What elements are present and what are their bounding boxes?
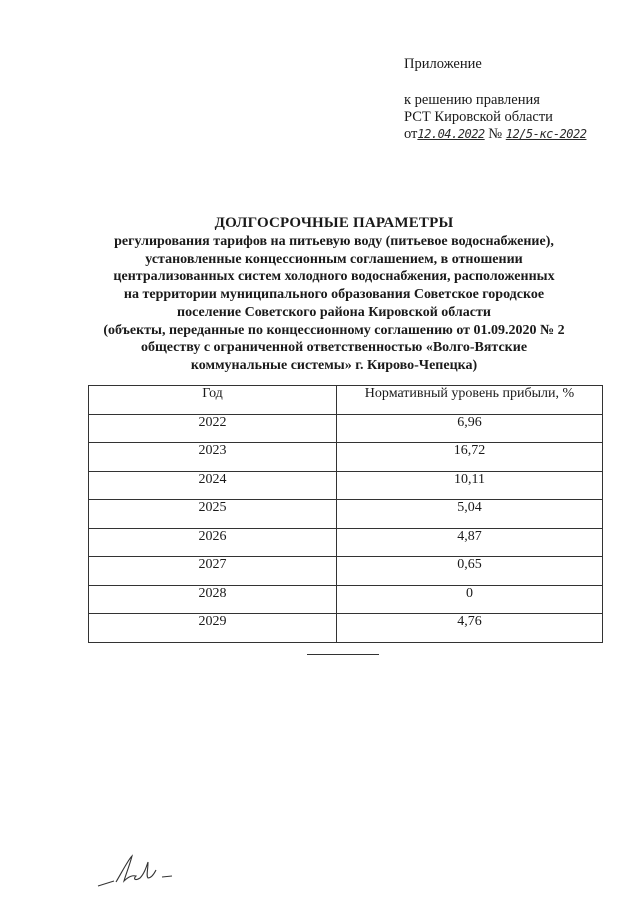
appendix-number-sign: № [488, 126, 503, 142]
cell-year: 2029 [89, 614, 337, 643]
cell-profit-level: 10,11 [337, 471, 603, 500]
closing-divider [307, 654, 379, 655]
heading-line-3: централизованных систем холодного водоснабжения, расположенных [113, 269, 555, 285]
table-row [89, 557, 603, 586]
cell-profit-level: 5,04 [337, 500, 603, 529]
table-header-row [89, 386, 603, 415]
appendix-from-prefix: от [404, 126, 418, 142]
heading-line-1: регулирования тарифов на питьевую воду (питьевое водоснабжение), [114, 234, 554, 249]
heading-line-8: коммунальные системы» г. Кирово-Чепецка) [190, 357, 478, 373]
heading-line-5: поселение Советского района Кировской области [177, 304, 491, 320]
appendix-date-number-line [404, 126, 586, 143]
heading-line-2: установленные концессионным соглашением, в отношении [145, 251, 523, 267]
appendix-block [404, 56, 586, 143]
table-row [89, 614, 603, 643]
appendix-date: 12.04.2022 [417, 127, 485, 141]
cell-profit-level: 6,96 [337, 414, 603, 443]
appendix-title: Приложение [404, 56, 482, 72]
signature-mark [96, 850, 192, 890]
cell-profit-level: 16,72 [337, 443, 603, 472]
cell-year: 2025 [89, 500, 337, 529]
document-heading [60, 214, 608, 375]
cell-profit-level: 4,87 [337, 528, 603, 557]
cell-year: 2024 [89, 471, 337, 500]
appendix-authority-line: РСТ Кировской области [404, 109, 553, 125]
cell-year: 2028 [89, 585, 337, 614]
table-row [89, 585, 603, 614]
cell-profit-level: 0,65 [337, 557, 603, 586]
document-title: ДОЛГОСРОЧНЫЕ ПАРАМЕТРЫ [214, 215, 454, 231]
appendix-number: 12/5-кс-2022 [505, 127, 587, 141]
parameters-table [88, 385, 603, 643]
cell-year: 2026 [89, 528, 337, 557]
heading-line-7: обществу с ограниченной ответственностью «Волго-Вятские [140, 340, 528, 356]
appendix-decision-line: к решению правления [404, 92, 540, 108]
table-row [89, 528, 603, 557]
cell-year: 2022 [89, 414, 337, 443]
header-year: Год [89, 386, 337, 415]
header-profit-level: Нормативный уровень прибыли, % [337, 386, 603, 415]
table-row [89, 414, 603, 443]
heading-line-4: на территории муниципального образования Советское городское [123, 287, 545, 303]
cell-profit-level: 0 [337, 585, 603, 614]
table-row [89, 471, 603, 500]
heading-line-6: (объекты, переданные по концессионному соглашению от 01.09.2020 № 2 [103, 322, 565, 338]
cell-year: 2027 [89, 557, 337, 586]
table-row [89, 500, 603, 529]
cell-profit-level: 4,76 [337, 614, 603, 643]
cell-year: 2023 [89, 443, 337, 472]
table-row [89, 443, 603, 472]
